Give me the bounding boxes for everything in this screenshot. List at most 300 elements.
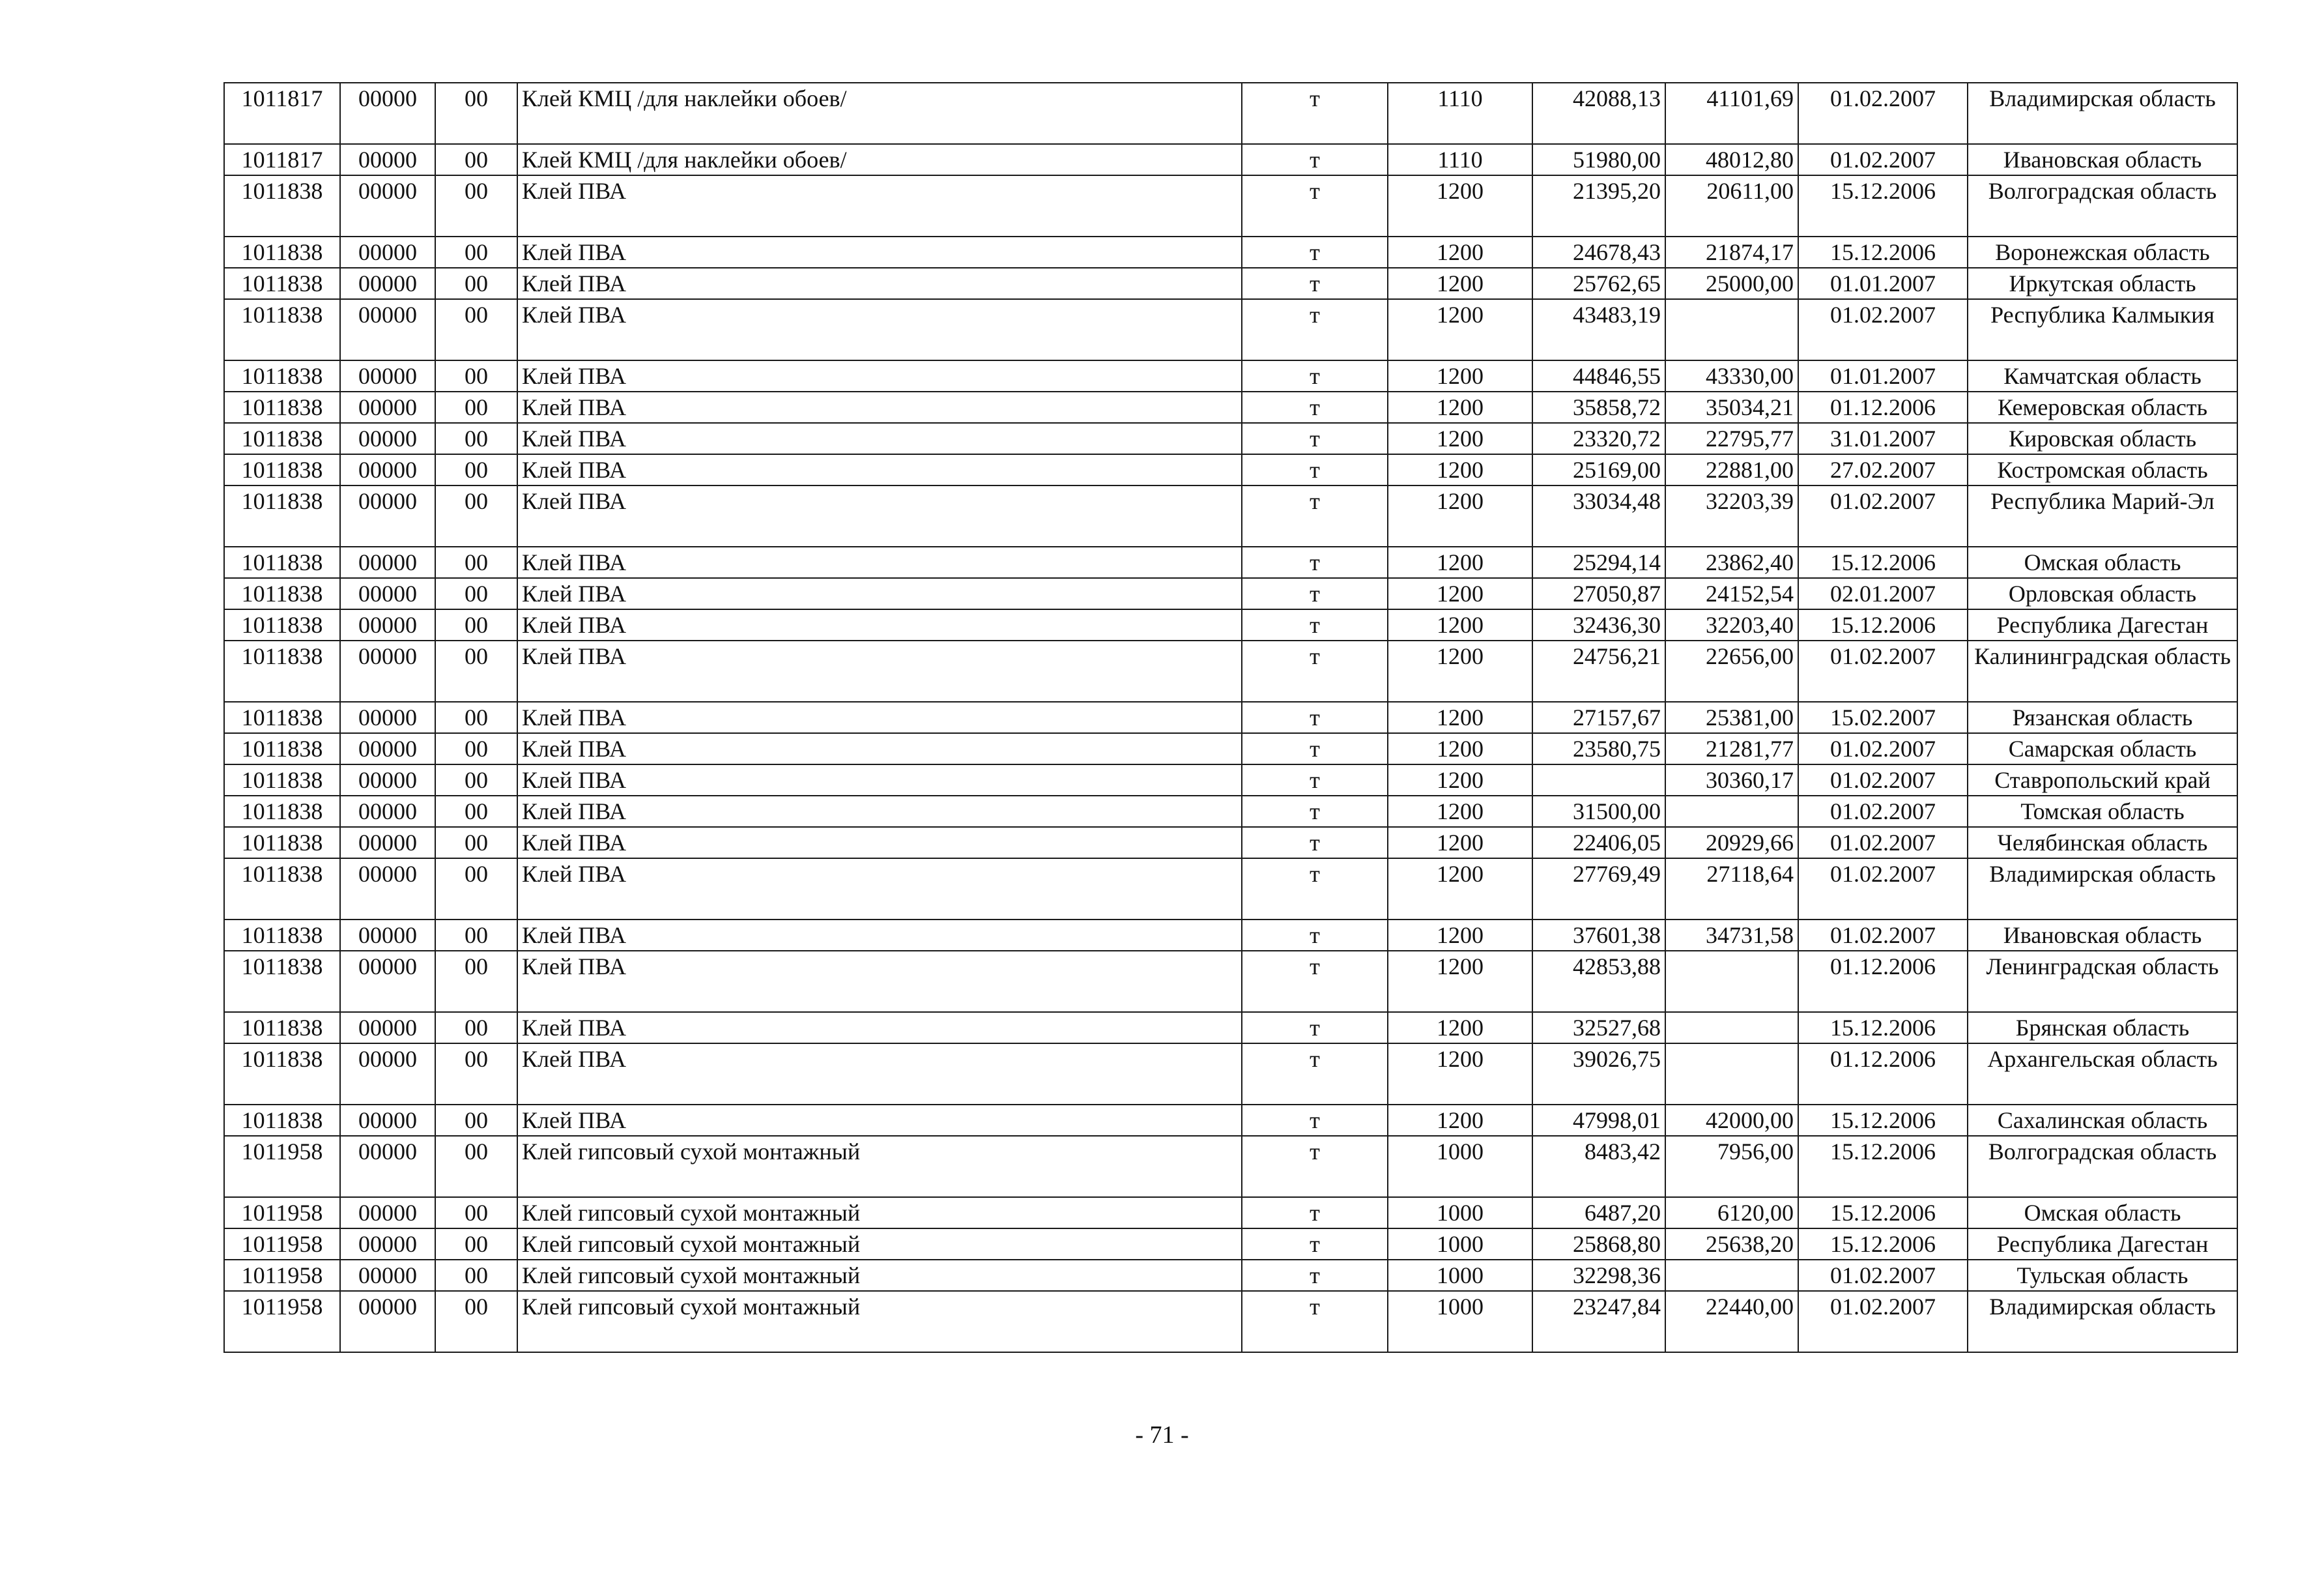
cell-code: 1011838: [224, 299, 340, 360]
cell-unit: т: [1242, 827, 1388, 858]
cell-date: 15.12.2006: [1798, 1136, 1968, 1197]
cell-price-2: 20611,00: [1665, 175, 1798, 237]
cell-region: Омская область: [1968, 547, 2237, 578]
cell-product-name: Клей ПВА: [517, 175, 1242, 237]
cell-code: 1011817: [224, 83, 340, 144]
cell-price-1: 25762,65: [1532, 268, 1665, 299]
cell-number: 1000: [1388, 1197, 1532, 1228]
table-body: [224, 83, 2237, 1352]
cell-product-name: Клей гипсовый сухой монтажный: [517, 1260, 1242, 1291]
cell-code: 1011838: [224, 764, 340, 796]
cell-unit: т: [1242, 392, 1388, 423]
cell-date: 01.02.2007: [1798, 733, 1968, 764]
cell-subcode: 00000: [340, 858, 435, 920]
table-row: [224, 268, 2237, 299]
cell-price-1: 42088,13: [1532, 83, 1665, 144]
cell-region: Камчатская область: [1968, 360, 2237, 392]
cell-number: 1200: [1388, 1105, 1532, 1136]
cell-date: 01.02.2007: [1798, 83, 1968, 144]
table-row: [224, 1228, 2237, 1260]
cell-unit: т: [1242, 83, 1388, 144]
cell-price-2: 22795,77: [1665, 423, 1798, 454]
table-row: [224, 1260, 2237, 1291]
cell-subcode: 00000: [340, 641, 435, 702]
cell-product-name: Клей гипсовый сухой монтажный: [517, 1291, 1242, 1352]
cell-number: 1200: [1388, 360, 1532, 392]
cell-unit: т: [1242, 1260, 1388, 1291]
cell-region: Владимирская область: [1968, 858, 2237, 920]
page-number: - 71 -: [1135, 1421, 1189, 1449]
cell-price-2: [1665, 1260, 1798, 1291]
cell-price-1: 23580,75: [1532, 733, 1665, 764]
table-row: [224, 641, 2237, 702]
cell-price-1: 31500,00: [1532, 796, 1665, 827]
cell-price-2: [1665, 796, 1798, 827]
cell-unit: т: [1242, 485, 1388, 547]
cell-number: 1200: [1388, 237, 1532, 268]
cell-product-name: Клей ПВА: [517, 237, 1242, 268]
cell-price-1: 47998,01: [1532, 1105, 1665, 1136]
cell-number: 1200: [1388, 485, 1532, 547]
cell-price-2: 20929,66: [1665, 827, 1798, 858]
cell-product-name: Клей ПВА: [517, 547, 1242, 578]
cell-price-2: 34731,58: [1665, 920, 1798, 951]
cell-subcode: 00000: [340, 299, 435, 360]
cell-price-2: [1665, 951, 1798, 1012]
cell-product-name: Клей ПВА: [517, 1043, 1242, 1105]
cell-number: 1200: [1388, 764, 1532, 796]
cell-price-2: 32203,39: [1665, 485, 1798, 547]
cell-subcode: 00000: [340, 1043, 435, 1105]
cell-unit: т: [1242, 1228, 1388, 1260]
cell-code: 1011838: [224, 1012, 340, 1043]
cell-product-name: Клей ПВА: [517, 578, 1242, 609]
cell-price-2: 6120,00: [1665, 1197, 1798, 1228]
cell-code: 1011838: [224, 485, 340, 547]
cell-price-1: 32436,30: [1532, 609, 1665, 641]
cell-product-name: Клей ПВА: [517, 299, 1242, 360]
cell-unit: т: [1242, 1197, 1388, 1228]
cell-region: Калининградская область: [1968, 641, 2237, 702]
cell-price-2: 22881,00: [1665, 454, 1798, 485]
cell-index: 00: [435, 796, 517, 827]
cell-price-2: [1665, 1043, 1798, 1105]
cell-subcode: 00000: [340, 1105, 435, 1136]
table-row: [224, 1197, 2237, 1228]
cell-number: 1110: [1388, 83, 1532, 144]
cell-number: 1200: [1388, 547, 1532, 578]
table-row: [224, 1012, 2237, 1043]
cell-subcode: 00000: [340, 1197, 435, 1228]
cell-product-name: Клей ПВА: [517, 1012, 1242, 1043]
cell-date: 01.02.2007: [1798, 858, 1968, 920]
cell-subcode: 00000: [340, 1228, 435, 1260]
cell-unit: т: [1242, 858, 1388, 920]
cell-unit: т: [1242, 920, 1388, 951]
cell-region: Кемеровская область: [1968, 392, 2237, 423]
cell-index: 00: [435, 175, 517, 237]
cell-code: 1011838: [224, 423, 340, 454]
cell-code: 1011838: [224, 827, 340, 858]
cell-index: 00: [435, 454, 517, 485]
cell-product-name: Клей ПВА: [517, 268, 1242, 299]
cell-index: 00: [435, 764, 517, 796]
table-row: [224, 702, 2237, 733]
cell-unit: т: [1242, 951, 1388, 1012]
cell-code: 1011958: [224, 1228, 340, 1260]
cell-subcode: 00000: [340, 83, 435, 144]
cell-unit: т: [1242, 1105, 1388, 1136]
cell-unit: т: [1242, 268, 1388, 299]
cell-index: 00: [435, 733, 517, 764]
cell-unit: т: [1242, 609, 1388, 641]
cell-code: 1011958: [224, 1291, 340, 1352]
cell-region: Иркутская область: [1968, 268, 2237, 299]
cell-product-name: Клей ПВА: [517, 423, 1242, 454]
cell-price-1: 27050,87: [1532, 578, 1665, 609]
cell-unit: т: [1242, 299, 1388, 360]
table-row: [224, 237, 2237, 268]
table-row: [224, 392, 2237, 423]
cell-price-1: 35858,72: [1532, 392, 1665, 423]
cell-code: 1011838: [224, 609, 340, 641]
cell-date: 01.02.2007: [1798, 299, 1968, 360]
cell-number: 1200: [1388, 454, 1532, 485]
cell-number: 1200: [1388, 578, 1532, 609]
cell-price-1: 39026,75: [1532, 1043, 1665, 1105]
cell-product-name: Клей ПВА: [517, 858, 1242, 920]
cell-subcode: 00000: [340, 733, 435, 764]
cell-subcode: 00000: [340, 547, 435, 578]
cell-product-name: Клей ПВА: [517, 764, 1242, 796]
cell-region: Тульская область: [1968, 1260, 2237, 1291]
cell-price-1: 32298,36: [1532, 1260, 1665, 1291]
cell-price-1: 24756,21: [1532, 641, 1665, 702]
cell-price-2: 21281,77: [1665, 733, 1798, 764]
table-row: [224, 827, 2237, 858]
cell-region: Томская область: [1968, 796, 2237, 827]
cell-subcode: 00000: [340, 1291, 435, 1352]
table-row: [224, 144, 2237, 175]
cell-index: 00: [435, 702, 517, 733]
cell-unit: т: [1242, 360, 1388, 392]
cell-date: 01.02.2007: [1798, 144, 1968, 175]
cell-index: 00: [435, 144, 517, 175]
cell-code: 1011838: [224, 237, 340, 268]
cell-code: 1011838: [224, 733, 340, 764]
cell-index: 00: [435, 83, 517, 144]
cell-subcode: 00000: [340, 827, 435, 858]
cell-date: 01.02.2007: [1798, 827, 1968, 858]
cell-number: 1200: [1388, 175, 1532, 237]
cell-number: 1200: [1388, 858, 1532, 920]
cell-number: 1200: [1388, 702, 1532, 733]
cell-date: 01.02.2007: [1798, 1260, 1968, 1291]
cell-region: Костромская область: [1968, 454, 2237, 485]
cell-price-2: 21874,17: [1665, 237, 1798, 268]
cell-price-1: 21395,20: [1532, 175, 1665, 237]
table-row: [224, 454, 2237, 485]
cell-region: Челябинская область: [1968, 827, 2237, 858]
cell-price-2: 43330,00: [1665, 360, 1798, 392]
cell-index: 00: [435, 1136, 517, 1197]
cell-subcode: 00000: [340, 268, 435, 299]
cell-date: 01.02.2007: [1798, 796, 1968, 827]
cell-product-name: Клей ПВА: [517, 641, 1242, 702]
cell-price-2: [1665, 299, 1798, 360]
cell-index: 00: [435, 1291, 517, 1352]
cell-subcode: 00000: [340, 578, 435, 609]
cell-code: 1011838: [224, 858, 340, 920]
cell-unit: т: [1242, 175, 1388, 237]
cell-region: Сахалинская область: [1968, 1105, 2237, 1136]
cell-code: 1011958: [224, 1197, 340, 1228]
cell-unit: т: [1242, 764, 1388, 796]
cell-date: 01.02.2007: [1798, 764, 1968, 796]
cell-date: 15.12.2006: [1798, 1012, 1968, 1043]
cell-date: 01.12.2006: [1798, 392, 1968, 423]
cell-number: 1200: [1388, 268, 1532, 299]
cell-index: 00: [435, 1197, 517, 1228]
cell-code: 1011838: [224, 796, 340, 827]
cell-region: Ленинградская область: [1968, 951, 2237, 1012]
cell-index: 00: [435, 392, 517, 423]
cell-unit: т: [1242, 578, 1388, 609]
cell-date: 15.12.2006: [1798, 1105, 1968, 1136]
cell-unit: т: [1242, 641, 1388, 702]
cell-price-2: 7956,00: [1665, 1136, 1798, 1197]
cell-subcode: 00000: [340, 702, 435, 733]
cell-region: Республика Марий-Эл: [1968, 485, 2237, 547]
cell-price-2: 42000,00: [1665, 1105, 1798, 1136]
cell-date: 27.02.2007: [1798, 454, 1968, 485]
cell-code: 1011838: [224, 268, 340, 299]
cell-price-1: 23320,72: [1532, 423, 1665, 454]
cell-price-1: 27157,67: [1532, 702, 1665, 733]
table-row: [224, 175, 2237, 237]
cell-subcode: 00000: [340, 392, 435, 423]
cell-number: 1200: [1388, 423, 1532, 454]
cell-number: 1200: [1388, 299, 1532, 360]
cell-index: 00: [435, 485, 517, 547]
cell-region: Владимирская область: [1968, 83, 2237, 144]
cell-region: Ивановская область: [1968, 144, 2237, 175]
cell-index: 00: [435, 423, 517, 454]
cell-subcode: 00000: [340, 1260, 435, 1291]
cell-region: Рязанская область: [1968, 702, 2237, 733]
cell-number: 1000: [1388, 1291, 1532, 1352]
cell-unit: т: [1242, 1136, 1388, 1197]
cell-price-2: 35034,21: [1665, 392, 1798, 423]
cell-unit: т: [1242, 454, 1388, 485]
cell-price-2: 30360,17: [1665, 764, 1798, 796]
cell-number: 1200: [1388, 951, 1532, 1012]
cell-unit: т: [1242, 733, 1388, 764]
cell-price-1: 44846,55: [1532, 360, 1665, 392]
cell-code: 1011958: [224, 1136, 340, 1197]
cell-date: 01.02.2007: [1798, 641, 1968, 702]
cell-index: 00: [435, 1012, 517, 1043]
cell-region: Воронежская область: [1968, 237, 2237, 268]
cell-code: 1011838: [224, 175, 340, 237]
cell-price-1: 25294,14: [1532, 547, 1665, 578]
cell-number: 1000: [1388, 1136, 1532, 1197]
table-row: [224, 360, 2237, 392]
cell-number: 1200: [1388, 1043, 1532, 1105]
cell-subcode: 00000: [340, 454, 435, 485]
table-row: [224, 1136, 2237, 1197]
cell-number: 1110: [1388, 144, 1532, 175]
cell-unit: т: [1242, 1012, 1388, 1043]
cell-region: Республика Дагестан: [1968, 609, 2237, 641]
cell-region: Самарская область: [1968, 733, 2237, 764]
cell-code: 1011838: [224, 392, 340, 423]
cell-date: 31.01.2007: [1798, 423, 1968, 454]
cell-price-1: 23247,84: [1532, 1291, 1665, 1352]
cell-price-2: [1665, 1012, 1798, 1043]
cell-price-1: 27769,49: [1532, 858, 1665, 920]
cell-subcode: 00000: [340, 175, 435, 237]
cell-price-1: 42853,88: [1532, 951, 1665, 1012]
cell-date: 15.12.2006: [1798, 1228, 1968, 1260]
cell-subcode: 00000: [340, 1136, 435, 1197]
cell-subcode: 00000: [340, 485, 435, 547]
cell-price-2: 32203,40: [1665, 609, 1798, 641]
cell-region: Республика Дагестан: [1968, 1228, 2237, 1260]
cell-region: Ставропольский край: [1968, 764, 2237, 796]
cell-price-1: 37601,38: [1532, 920, 1665, 951]
cell-index: 00: [435, 827, 517, 858]
cell-date: 15.12.2006: [1798, 237, 1968, 268]
cell-subcode: 00000: [340, 1012, 435, 1043]
cell-price-1: 8483,42: [1532, 1136, 1665, 1197]
cell-price-1: 33034,48: [1532, 485, 1665, 547]
table-row: [224, 485, 2237, 547]
cell-price-2: 27118,64: [1665, 858, 1798, 920]
cell-date: 01.01.2007: [1798, 268, 1968, 299]
cell-product-name: Клей гипсовый сухой монтажный: [517, 1136, 1242, 1197]
cell-number: 1200: [1388, 733, 1532, 764]
cell-date: 01.12.2006: [1798, 1043, 1968, 1105]
cell-product-name: Клей ПВА: [517, 360, 1242, 392]
cell-code: 1011838: [224, 951, 340, 1012]
cell-code: 1011838: [224, 578, 340, 609]
cell-region: Ивановская область: [1968, 920, 2237, 951]
cell-unit: т: [1242, 1043, 1388, 1105]
cell-number: 1200: [1388, 641, 1532, 702]
table-row: [224, 1105, 2237, 1136]
cell-unit: т: [1242, 423, 1388, 454]
cell-number: 1200: [1388, 796, 1532, 827]
cell-subcode: 00000: [340, 951, 435, 1012]
cell-price-1: 32527,68: [1532, 1012, 1665, 1043]
cell-date: 01.02.2007: [1798, 1291, 1968, 1352]
cell-unit: т: [1242, 1291, 1388, 1352]
cell-price-2: 25000,00: [1665, 268, 1798, 299]
cell-index: 00: [435, 578, 517, 609]
cell-region: Волгоградская область: [1968, 175, 2237, 237]
cell-code: 1011817: [224, 144, 340, 175]
cell-number: 1200: [1388, 609, 1532, 641]
cell-code: 1011958: [224, 1260, 340, 1291]
cell-region: Омская область: [1968, 1197, 2237, 1228]
cell-price-2: 24152,54: [1665, 578, 1798, 609]
cell-price-2: 22656,00: [1665, 641, 1798, 702]
cell-date: 15.02.2007: [1798, 702, 1968, 733]
cell-code: 1011838: [224, 454, 340, 485]
cell-index: 00: [435, 1228, 517, 1260]
table-row: [224, 920, 2237, 951]
cell-product-name: Клей ПВА: [517, 920, 1242, 951]
table-row: [224, 733, 2237, 764]
cell-region: Республика Калмыкия: [1968, 299, 2237, 360]
cell-price-1: 24678,43: [1532, 237, 1665, 268]
cell-region: Волгоградская область: [1968, 1136, 2237, 1197]
cell-index: 00: [435, 609, 517, 641]
cell-index: 00: [435, 360, 517, 392]
cell-region: Владимирская область: [1968, 1291, 2237, 1352]
cell-price-2: 48012,80: [1665, 144, 1798, 175]
cell-index: 00: [435, 268, 517, 299]
cell-index: 00: [435, 920, 517, 951]
cell-product-name: Клей ПВА: [517, 796, 1242, 827]
cell-region: Архангельская область: [1968, 1043, 2237, 1105]
cell-price-2: 25638,20: [1665, 1228, 1798, 1260]
cell-subcode: 00000: [340, 920, 435, 951]
table-row: [224, 83, 2237, 144]
cell-code: 1011838: [224, 360, 340, 392]
cell-product-name: Клей гипсовый сухой монтажный: [517, 1228, 1242, 1260]
cell-product-name: Клей ПВА: [517, 951, 1242, 1012]
cell-unit: т: [1242, 796, 1388, 827]
cell-date: 01.02.2007: [1798, 485, 1968, 547]
cell-product-name: Клей КМЦ /для наклейки обоев/: [517, 144, 1242, 175]
cell-product-name: Клей КМЦ /для наклейки обоев/: [517, 83, 1242, 144]
cell-unit: т: [1242, 237, 1388, 268]
table-row: [224, 609, 2237, 641]
cell-product-name: Клей ПВА: [517, 733, 1242, 764]
cell-subcode: 00000: [340, 360, 435, 392]
cell-product-name: Клей ПВА: [517, 827, 1242, 858]
cell-index: 00: [435, 951, 517, 1012]
table-row: [224, 299, 2237, 360]
cell-price-1: 25868,80: [1532, 1228, 1665, 1260]
cell-price-1: 51980,00: [1532, 144, 1665, 175]
cell-code: 1011838: [224, 920, 340, 951]
cell-code: 1011838: [224, 547, 340, 578]
cell-index: 00: [435, 237, 517, 268]
cell-unit: т: [1242, 547, 1388, 578]
cell-region: Кировская область: [1968, 423, 2237, 454]
cell-code: 1011838: [224, 641, 340, 702]
cell-price-2: 22440,00: [1665, 1291, 1798, 1352]
cell-date: 15.12.2006: [1798, 547, 1968, 578]
table-row: [224, 1043, 2237, 1105]
cell-number: 1000: [1388, 1260, 1532, 1291]
cell-subcode: 00000: [340, 764, 435, 796]
cell-price-2: 23862,40: [1665, 547, 1798, 578]
cell-index: 00: [435, 1043, 517, 1105]
cell-price-1: 43483,19: [1532, 299, 1665, 360]
table-row: [224, 951, 2237, 1012]
table-row: [224, 578, 2237, 609]
table-row: [224, 764, 2237, 796]
cell-subcode: 00000: [340, 609, 435, 641]
table-row: [224, 1291, 2237, 1352]
cell-number: 1000: [1388, 1228, 1532, 1260]
cell-unit: т: [1242, 144, 1388, 175]
cell-code: 1011838: [224, 1105, 340, 1136]
